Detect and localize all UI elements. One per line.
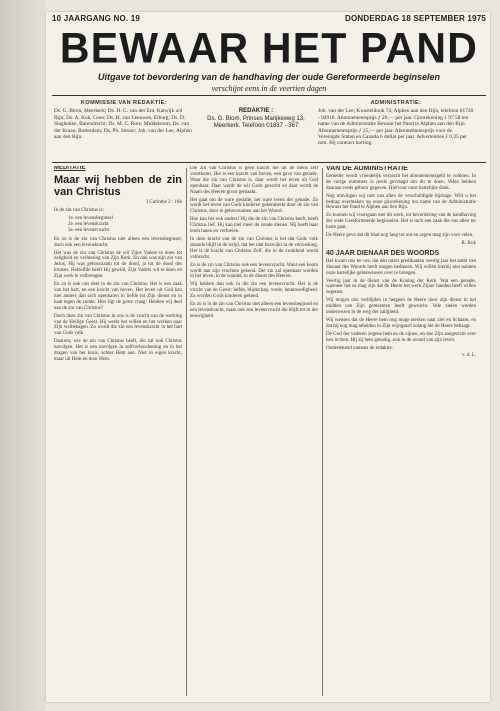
article-paragraph: Het gaat om de ware gestalte, het ware leven der genade. Zo wordt het leven van Gods kinderen gekenmerkt door de zin van Christus, door te gehoorzamen aan het Woord. <box>190 197 318 215</box>
article-paragraph: Die zin van Christus is geen kracht die uit de mens zelf voortkomt. Het is een kracht van boven, een gave van genade. Waar die zin van Christus is, daar wordt het leven uit God openbaar. Daar wordt de wil Gods gezocht en daar wordt de Naam des Heeren groot gemaakt. <box>190 166 318 195</box>
page-spine <box>0 0 46 711</box>
admin-box-text: Joh. van der Lee, Kwarteldonk 74, Alphen aan den Rijn, telefoon 01720 - 94918. Abonnementsprijs ƒ 20,— per jaar. Girorekening 1 97 58 ten name van de Administratie Bewaar het Pand te Alphen aan den Rijn. Abonnementsprijs ƒ 25,— per jaar. Abonnementsprijs voor de Verenigde Staten en Canada 6 dollar per jaar. Advertenties ƒ 0,35 per mm. Bij contract korting. <box>318 108 474 147</box>
point-item: 3e. een levensvrucht. <box>68 227 111 233</box>
masthead-subtitle: Uitgave tot bevordering van de handhaving der oude Gereformeerde beginselen <box>97 72 441 82</box>
redactie-heading: REDAKTIE : <box>238 108 274 114</box>
commissie-text: Ds. G. Blom, Meerkerk; Ds. H. C. van der Ent, Katwijk a/d Rijn; Ds. A. Kok, Goes; Ds. H. van Leeuwen, Elburg; Ds. D. Slaghekke, Barendrecht; Ds. M. C. Rote, Middelstum; Ds. van der Kraan, Rotterdam; Ds. Ph. Smoor; Joh. van der Lee, Alphen aan den Rijn. <box>54 108 192 141</box>
admin-signature: R. Kok <box>461 240 476 246</box>
redactie-text: Ds. G. Blom, Prinses Marijkeweg 13, Meerkerk. Telefoon 01837 - 367 <box>207 115 305 129</box>
article-paragraph: In deze kracht van de zin van Christus is het dat Gods volk staande blijft in de strijd, dat het niet bezwijkt in de verzoeking. Het is de kracht van Christus Zelf, die in de zwakheid wordt volbracht. <box>190 236 318 260</box>
admin-paragraph: Eenieder wordt vriendelijk verzocht het abonnementsgeld te voldoen. In de vorige nummers is reeds gevraagd om dit te doen. Velen hebben daaraan reeds gehoor gegeven. Hiervoor onze hartelijke dank. <box>326 173 476 191</box>
article-paragraph: Hoe kan het ook anders! Hij die de zin van Christus heeft, heeft Christus lief. Hij kan niet meer de zonde dienen. Hij heeft haar leren haten en verfoeien. <box>190 217 318 235</box>
forty-years-heading: 40 JAAR DIENAAR DES WOORDS <box>326 249 440 257</box>
article-title: Maar wij hebben de zin van Christus <box>54 173 182 198</box>
masthead-frequency: verschijnt eens in de veertien dagen <box>211 84 327 93</box>
bible-reference: I Corinthe 2 : 16b <box>146 199 182 205</box>
admin-box-heading: ADMINISTRATIE: <box>370 100 422 106</box>
right-column <box>326 166 476 698</box>
forty-years-paragraph: Ondertekend namens de redaktie. <box>326 345 393 351</box>
forty-years-paragraph: Wij mogen ons verblijden in hetgeen de Heere door zijn dienst in het midden van Zijn gemeenten heeft gewrocht. Vele zielen werden onderwezen in de weg der zaligheid. <box>326 298 476 316</box>
column-divider <box>322 168 323 696</box>
article-intro: In de zin van Christus is: <box>54 207 104 213</box>
admin-paragraph: Zo kunnen wij voortgaan met dit werk, tot bevordering van de handhaving der oude Gereformeerde beginselen. Het is toch een zaak die ons allen ter harte gaat. <box>326 213 476 231</box>
article-paragraph: Het was de zin van Christus de wil Zijns Vaders te doen tot zaligheid en verlossing van Zijn Kerk. En dan was zijn zin van Jezus, Hij was gehoorzaam tot de dood, ja tot de dood des kruises. Hetzelfde heeft Hij gewild, Zijn Vaders wil te doen en Zijn werk te volbrengen. <box>54 250 182 280</box>
meditation-continued-column <box>190 166 318 698</box>
forty-years-paragraph: Het kwam ons ter ore, dat één onzer predikanten veertig jaar het ambt van dienaar des Woords heeft mogen bedienen. Wij willen hierbij niet nalaten onze hartelijke gelukwensen over te brengen. <box>326 258 476 276</box>
commissie-box <box>54 100 194 140</box>
article-paragraph: En zo is in de zin van Christus niet alleen een levensbeginsel en een levenskracht, maar ook een levensvrucht die blijft tot in der eeuwigheid. <box>190 302 318 319</box>
article-points <box>68 216 182 234</box>
forty-years-paragraph: Wij wensen dat de Heere hem nog moge sterken naar ziel en lichaam, en dat hij nog mag arbeiden in Zijn wijngaard zolang het de Heere behaagt. <box>326 317 476 329</box>
point-item: 2e. een levenskracht <box>68 221 109 227</box>
article-paragraph: Daarom, wie de zin van Christus heeft, die zal ook Christus navolgen. Het is een navolgen in zelfverloochening en in het dragen van het kruis, achter Hem aan. Niet in eigen kracht, maar uit Hem en door Hem. <box>54 339 182 362</box>
column-divider <box>186 168 187 696</box>
article-paragraph: Doch deze zin van Christus in ons is de vrucht van de werking van de Heilige Geest. Hij werkt het willen en het werken naar Zijn welbehagen. Zo wordt die zin een levenskracht in het hart van Gods volk. <box>54 313 182 337</box>
section-label: MEDITATIE <box>54 166 86 171</box>
admin-paragraph: Nog ontvingen wij niet van allen de verschuldigde bijdrage. Wilt u het bedrag overmaken op onze girorekening ten name van de Administratie Bewaar het Pand te Alphen aan den Rijn. <box>326 193 476 211</box>
forty-years-paragraph: Veertig jaar in de dienst van de Koning der Kerk. Wat een genade, wanneer het zo mag zijn dat de Heere het werk Zijner handen heeft willen zegenen. <box>326 278 476 296</box>
admin-paragraph: De Heere geve dat dit blad nog lang tot nut en zegen mag zijn voor velen. <box>326 233 474 239</box>
section-rule <box>52 162 486 163</box>
masthead-title: BEWAAR HET PAND <box>59 23 479 73</box>
admin-box <box>318 100 474 147</box>
article-paragraph: En zo is ook ons deel in de zin van Christus. Het is een zaak van het hart, en een kracht van boven. Het leven uit God kan niet anders dan zich openbaren in liefde tot Zijn dienst en in haat tegen de zonde. Hier ligt de grote vraag: Hebben wij deel aan de zin van Christus? <box>54 282 182 311</box>
article-paragraph: Wij hebben dan ook in die zin een levensvrucht. Het is de vrucht van de Geest: liefde, blijdschap, vrede, lankmoedigheid. Zo worden Gods kinderen gekend. <box>190 282 318 300</box>
admin-heading: VAN DE ADMINISTRATIE <box>326 166 408 172</box>
header-rule <box>52 95 486 96</box>
article-paragraph: En zo is de zin van Christus niet alleen een levensbeginsel, doch ook een levenskracht. <box>54 236 182 248</box>
forty-years-paragraph: De God der vaderen zegene hem en de zijnen, en doe Zijn aangezicht over hen lichten. Hij zij hem genadig, ook in de avond van zijn leven. <box>326 331 476 343</box>
redactie-box <box>201 108 311 131</box>
article-paragraph: Zo is de zin van Christus ook een levensvrucht. Want een boom wordt aan zijn vruchten gekend. Die zin zal openbaar worden in het leven, in de wandel, in de dienst des Heeren. <box>190 262 318 280</box>
commissie-heading: KOMMISSIE VAN REDAKTIE: <box>80 100 168 106</box>
point-item: 1e. een levensbeginsel <box>68 215 113 221</box>
issue-number: 10 JAARGANG NO. 19 <box>52 14 141 23</box>
forty-years-signature: v. d. L. <box>462 353 476 359</box>
meditation-column <box>54 166 182 698</box>
issue-date: DONDERDAG 18 SEPTEMBER 1975 <box>345 14 486 23</box>
